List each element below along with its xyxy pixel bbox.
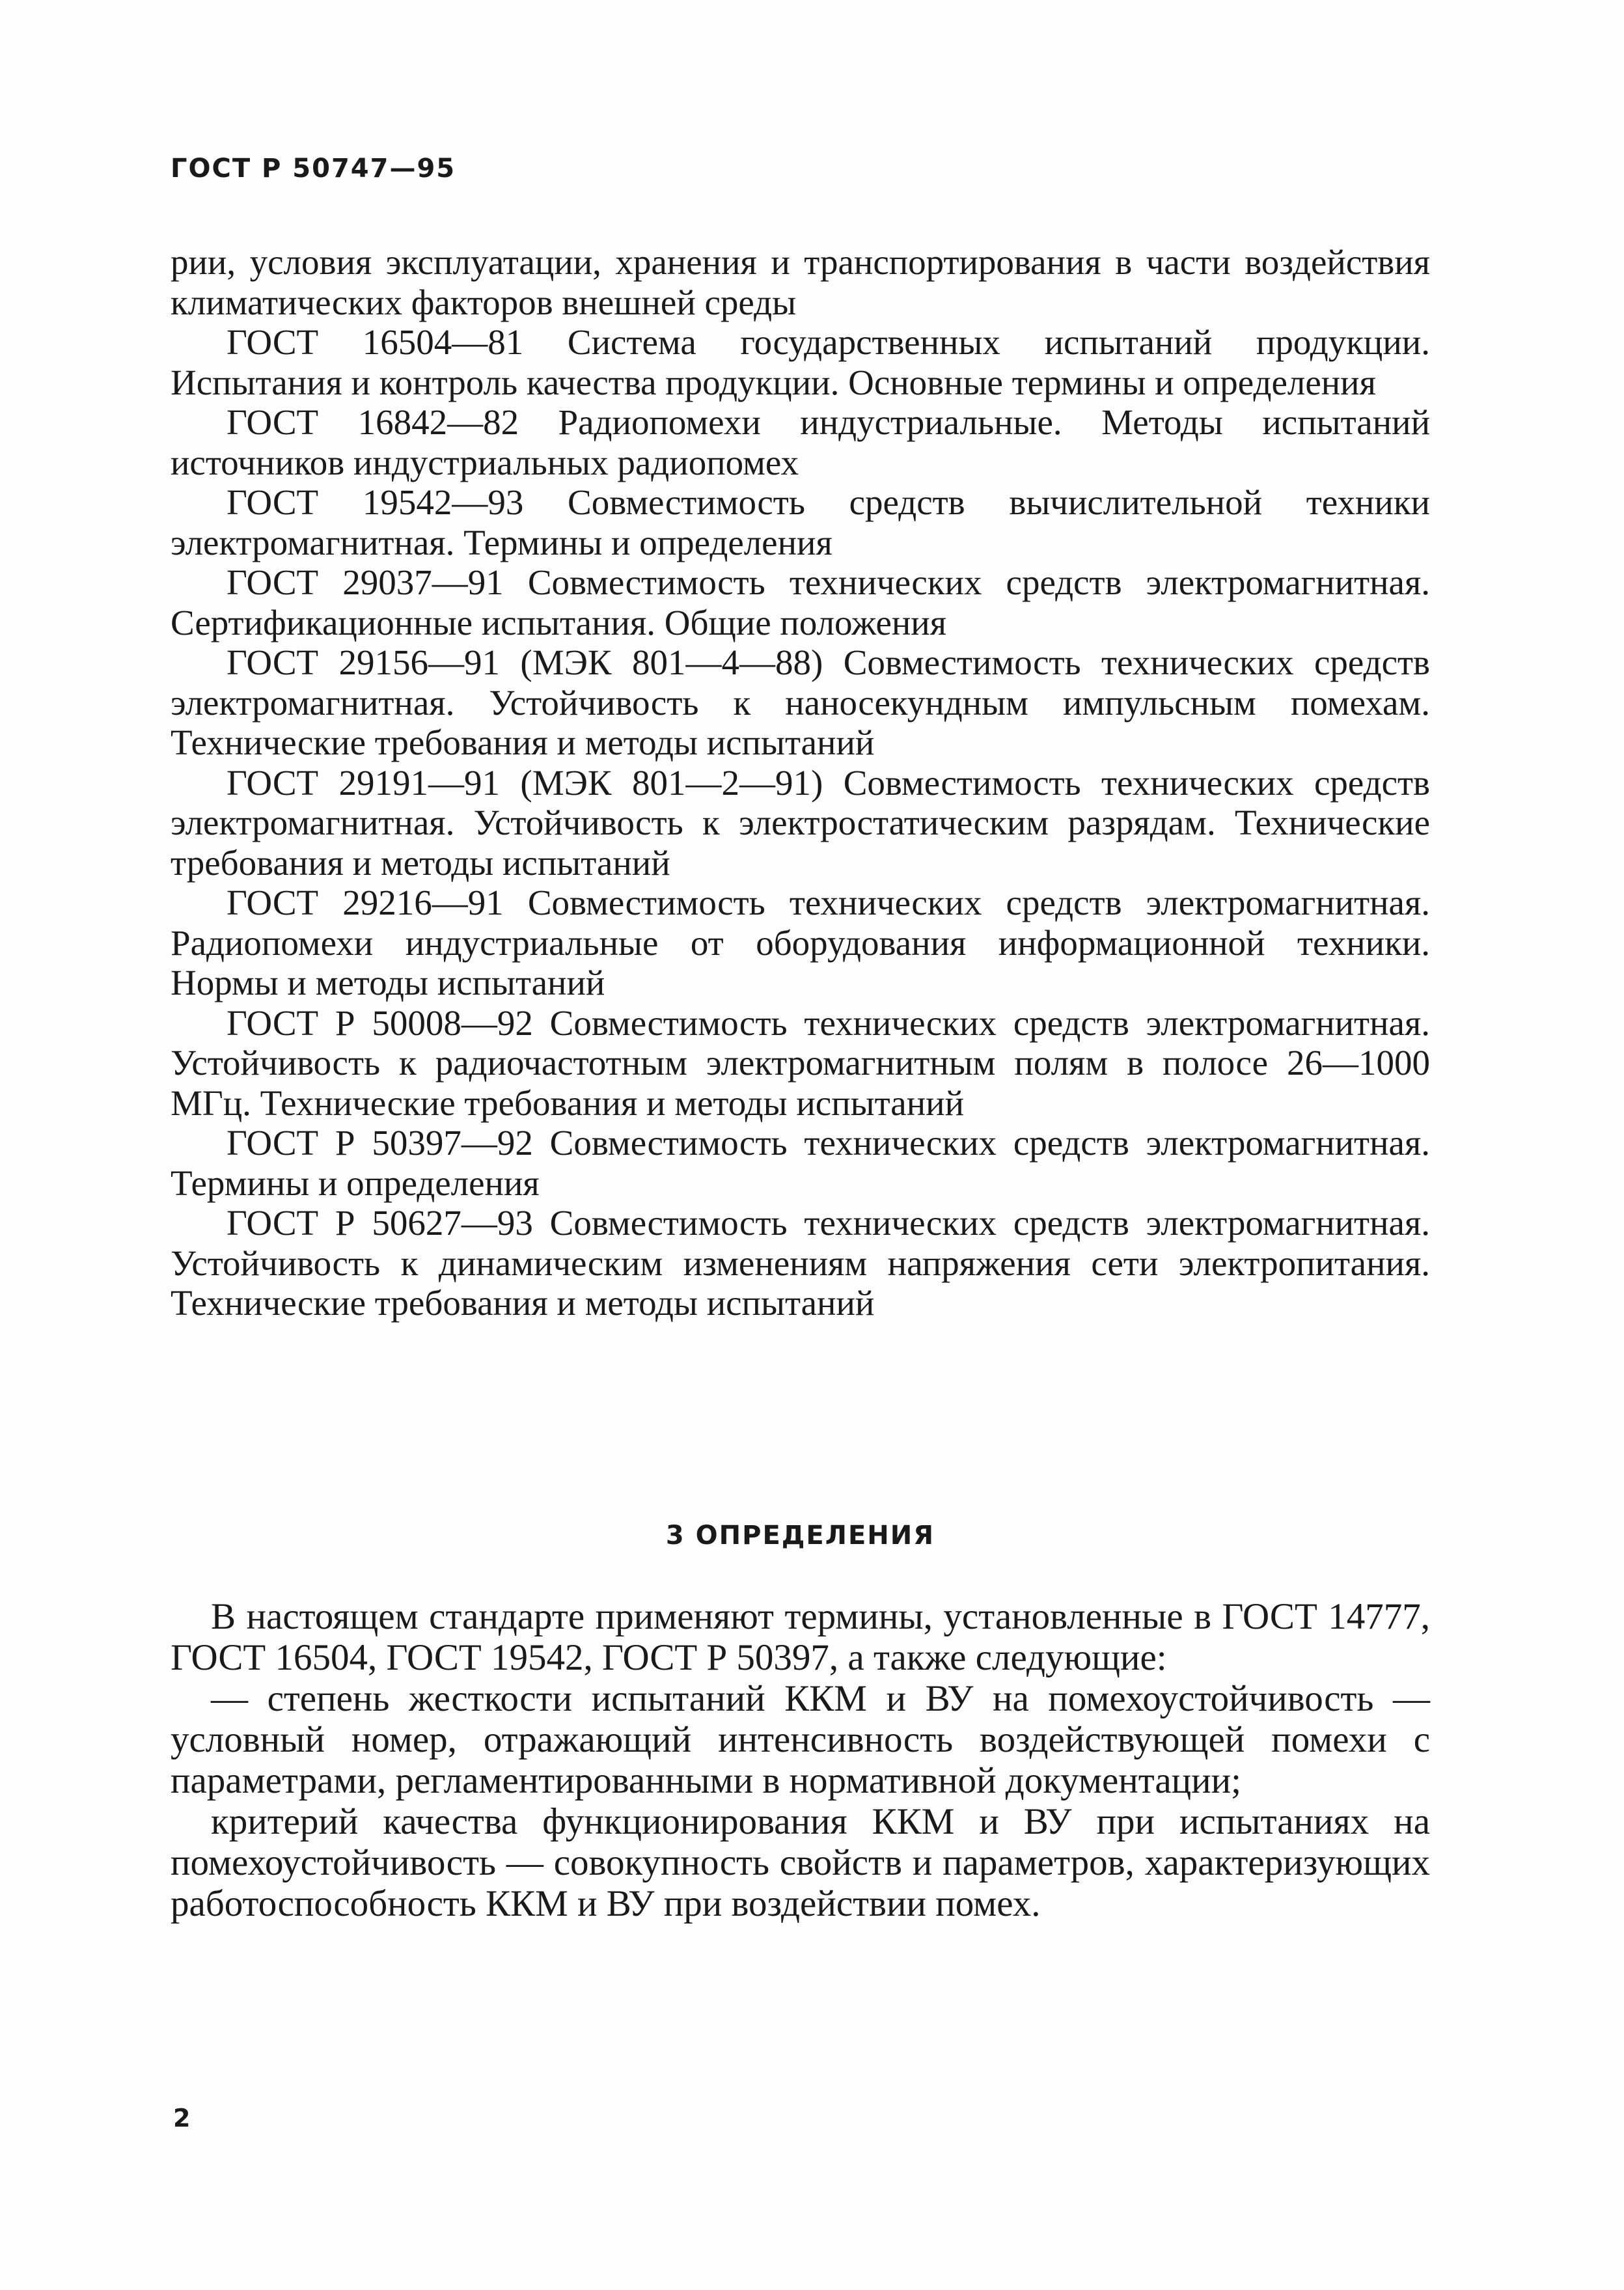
reference-item: ГОСТ 29216—91 Совместимость технических средств электромагнитная. Радиопомехи индустриальные от оборудования информационной техники. Нормы и методы испытаний (171, 883, 1430, 1002)
definitions-section (171, 1596, 1430, 1924)
page-number: 2 (173, 2104, 191, 2132)
reference-item: ГОСТ Р 50008—92 Совместимость технических средств электромагнитная. Устойчивость к радиочастотным электромагнитным полям в полосе 26—1000 МГц. Технические требования и методы испытаний (171, 1002, 1430, 1123)
document-code-header: ГОСТ Р 50747—95 (171, 154, 456, 184)
reference-item: ГОСТ Р 50627—93 Совместимость технических средств электромагнитная. Устойчивость к динамическим изменениям напряжения сети электропитания. Технические требования и методы испытаний (171, 1203, 1430, 1323)
reference-item: ГОСТ 16504—81 Система государственных испытаний продукции. Испытания и контроль качества продукции. Основные термины и определения (171, 322, 1430, 402)
reference-item: ГОСТ 29156—91 (МЭК 801—4—88) Совместимость технических средств электромагнитная. Устойчивость к наносекундным импульсным помехам. Технические требования и методы испытаний (171, 642, 1430, 762)
definition-item: критерий качества функционирования ККМ и ВУ при испытаниях на помехоустойчивость — совокупность свойств и параметров, характеризующих работоспособность ККМ и ВУ при воздействии помех. (171, 1801, 1430, 1924)
normative-references-list (171, 242, 1430, 1323)
reference-item: ГОСТ 29037—91 Совместимость технических средств электромагнитная. Сертификационные испытания. Общие положения (171, 562, 1430, 642)
reference-item: ГОСТ 19542—93 Совместимость средств вычислительной техники электромагнитная. Термины и определения (171, 482, 1430, 562)
definitions-intro: В настоящем стандарте применяют термины, установленные в ГОСТ 14777, ГОСТ 16504, ГОСТ 19542, ГОСТ Р 50397, а также следующие: (171, 1596, 1430, 1678)
section-heading: 3 ОПРЕДЕЛЕНИЯ (665, 1521, 935, 1551)
reference-item: ГОСТ 29191—91 (МЭК 801—2—91) Совместимость технических средств электромагнитная. Устойчивость к электростатическим разрядам. Технические требования и методы испытаний (171, 762, 1430, 883)
definition-item: — степень жесткости испытаний ККМ и ВУ на помехоустойчивость — условный номер, отражающий интенсивность воздействующей помехи с параметрами, регламентированными в нормативной документации; (171, 1678, 1430, 1801)
reference-item: ГОСТ 16842—82 Радиопомехи индустриальные. Методы испытаний источников индустриальных радиопомех (171, 402, 1430, 482)
reference-continuation: рии, условия эксплуатации, хранения и транспортирования в части воздействия климатических факторов внешней среды (171, 242, 1430, 322)
reference-item: ГОСТ Р 50397—92 Совместимость технических средств электромагнитная. Термины и определения (171, 1123, 1430, 1203)
